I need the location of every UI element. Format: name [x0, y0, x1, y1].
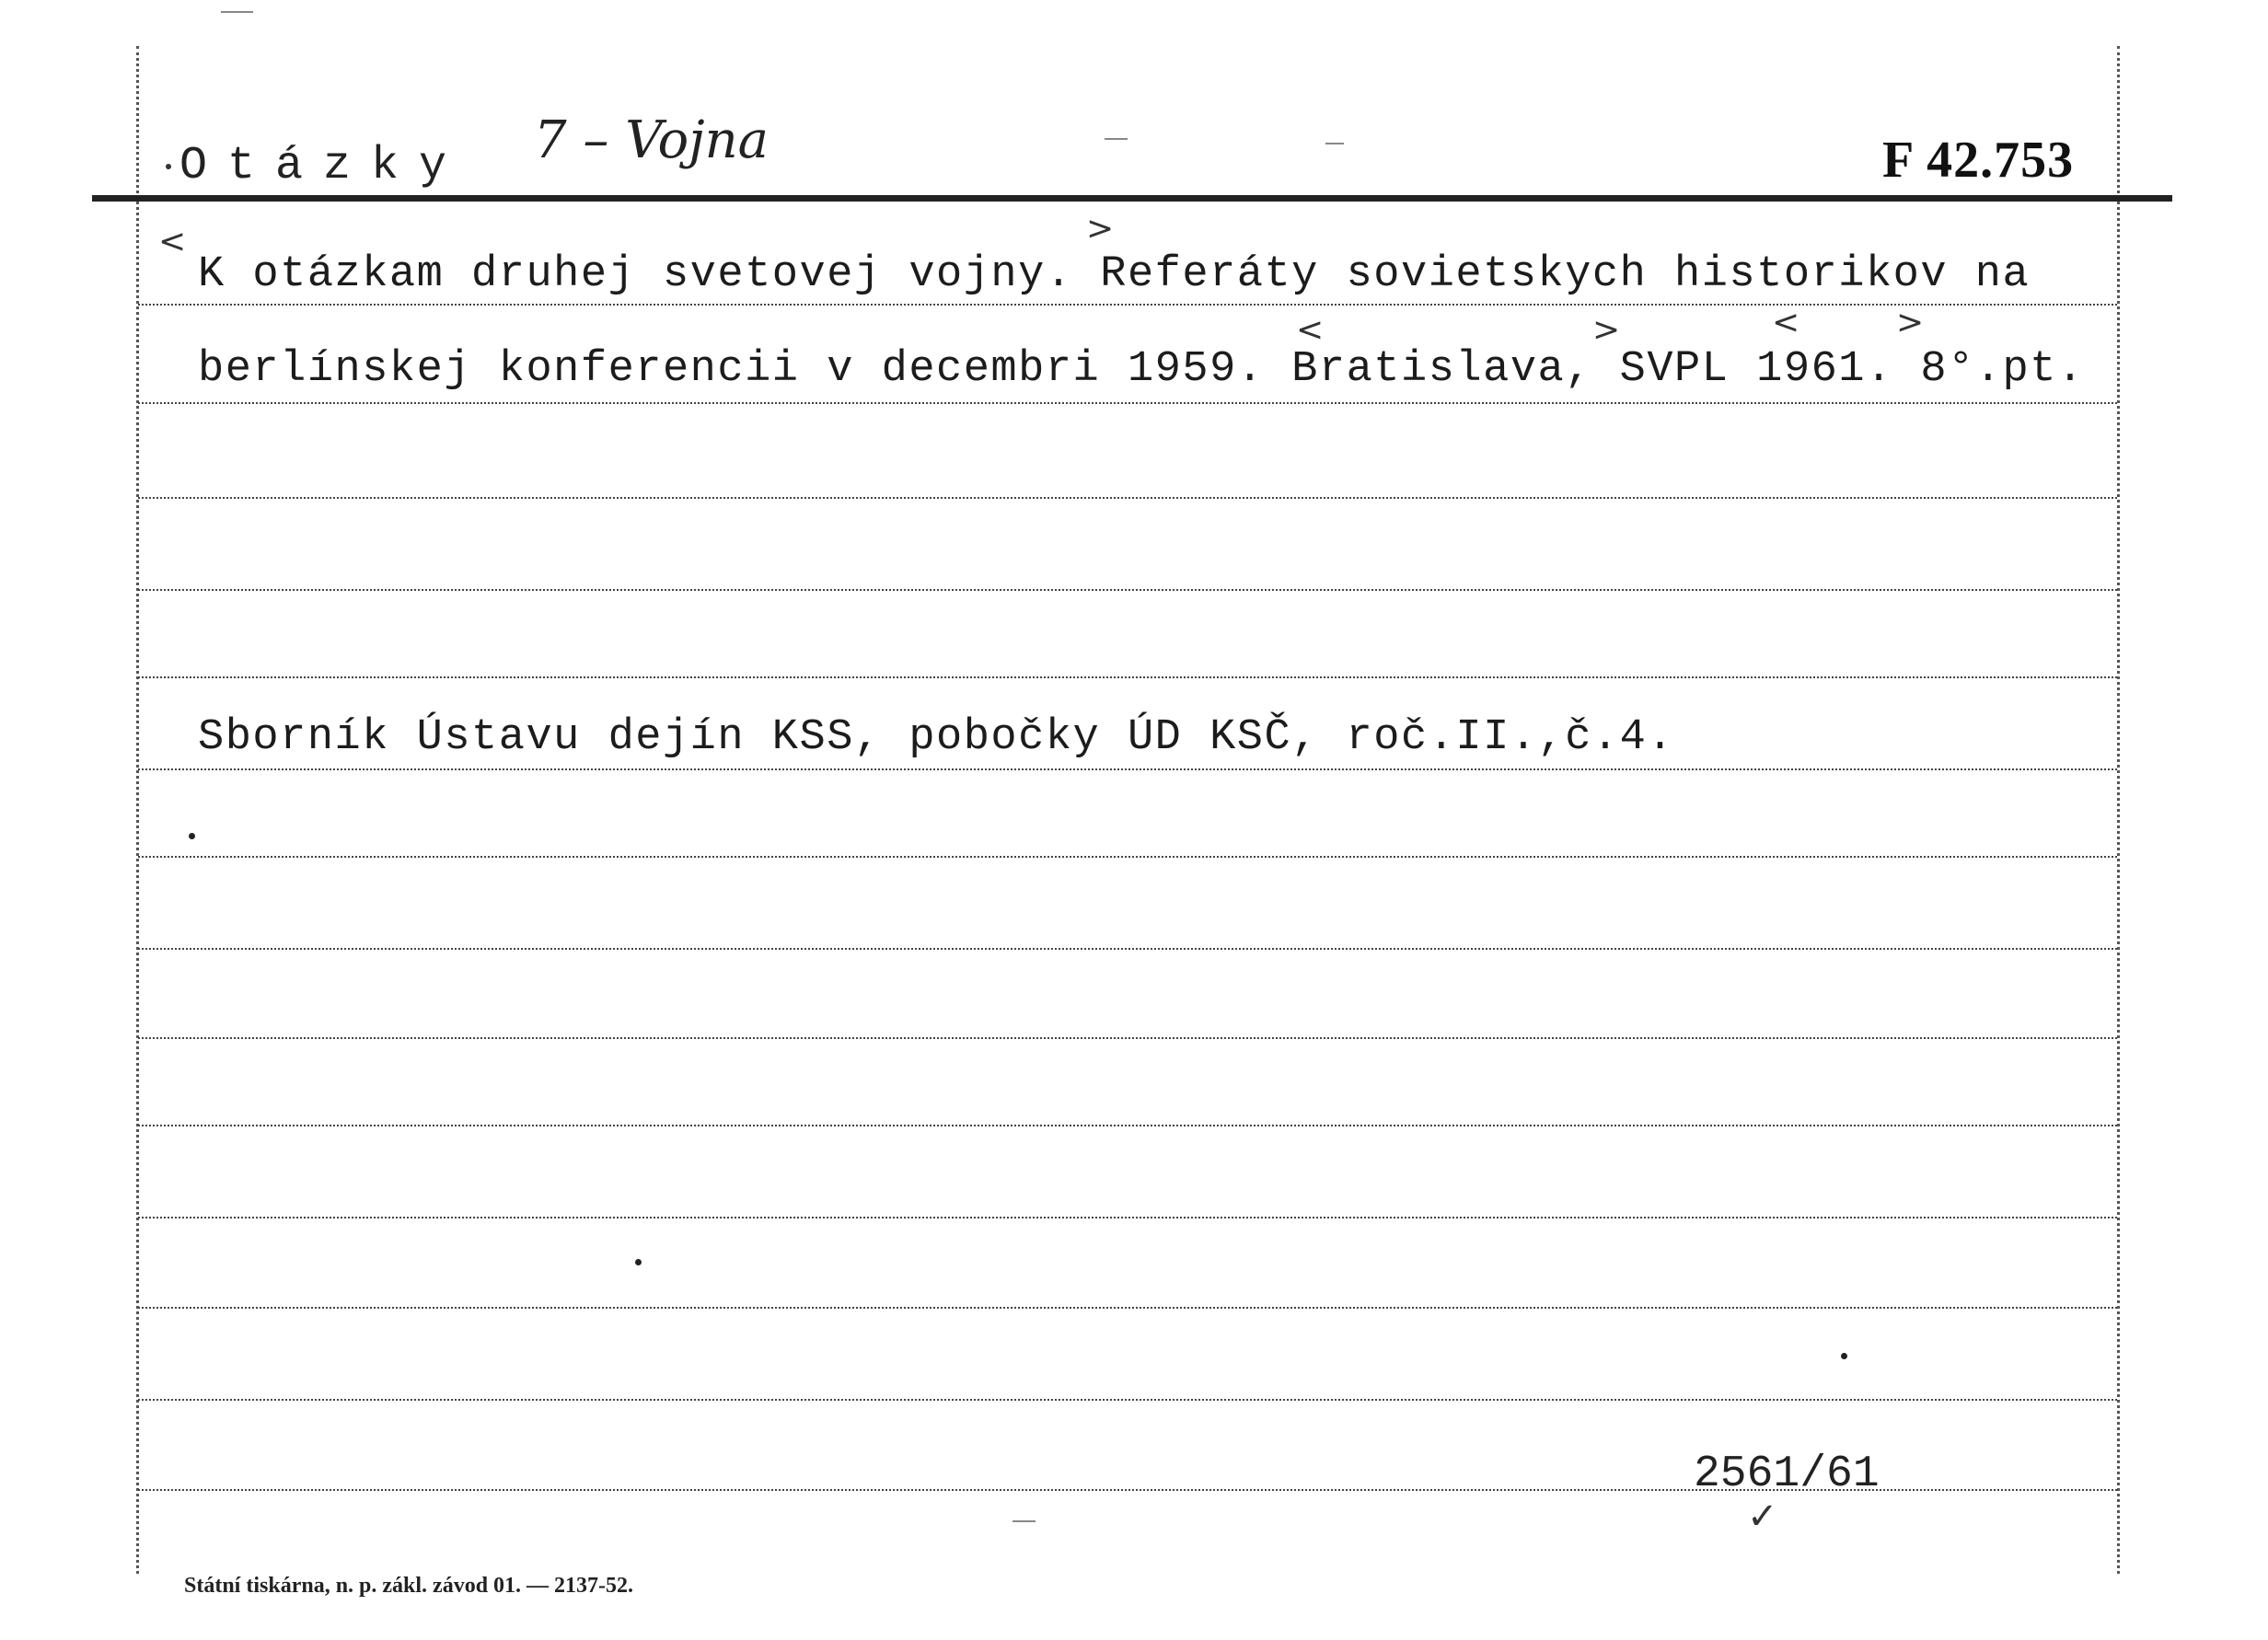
ruled-line [138, 948, 2117, 950]
ink-speck [1841, 1353, 1847, 1359]
source-note: Sborník Ústavu dejín KSS, pobočky ÚD KSČ, roč.II.,č.4. [198, 713, 1675, 762]
ruled-line [138, 497, 2117, 499]
ruled-line [138, 1399, 2117, 1401]
subject-heading: Otázky [179, 140, 468, 192]
stray-mark [1325, 143, 1344, 144]
accession-number: 2561/61 [1694, 1449, 1880, 1499]
editorial-mark: < [1772, 304, 1800, 341]
right-margin-dots [2117, 46, 2120, 1574]
check-mark: ✓ [1747, 1496, 1778, 1538]
ruled-line [138, 1307, 2117, 1309]
handwritten-note: 7 – Vojna [534, 110, 770, 170]
stray-mark [1105, 138, 1128, 140]
editorial-mark: > [1896, 304, 1925, 341]
ruled-line [138, 1037, 2117, 1039]
editorial-mark: > [1086, 210, 1115, 248]
call-number: F 42.753 [1882, 132, 2075, 189]
ruled-line [138, 304, 2117, 306]
editorial-mark: < [1296, 311, 1325, 349]
ruled-line [138, 402, 2117, 404]
ruled-line [138, 856, 2117, 858]
title-line-2: berlínskej konferencii v decembri 1959. Bratislava, SVPL 1961. 8°.pt. [198, 345, 2085, 394]
ink-speck [189, 833, 195, 839]
editorial-mark: > [1592, 311, 1621, 349]
heading-bullet [166, 164, 171, 169]
stray-mark [1012, 1520, 1036, 1522]
printer-imprint: Státní tiskárna, n. p. zákl. závod 01. — 2137-52. [184, 1574, 634, 1598]
ruled-line [138, 1125, 2117, 1126]
ruled-line [138, 589, 2117, 591]
ink-speck [635, 1259, 642, 1265]
stray-mark [221, 11, 253, 13]
ruled-line [138, 676, 2117, 678]
title-line-1: K otázkam druhej svetovej vojny. Referáty sovietskych historikov na [198, 250, 2031, 299]
left-margin-dots [136, 46, 139, 1574]
heading-rule [92, 195, 2172, 202]
ruled-line [138, 1217, 2117, 1218]
ruled-line [138, 768, 2117, 770]
editorial-mark: < [158, 223, 187, 260]
